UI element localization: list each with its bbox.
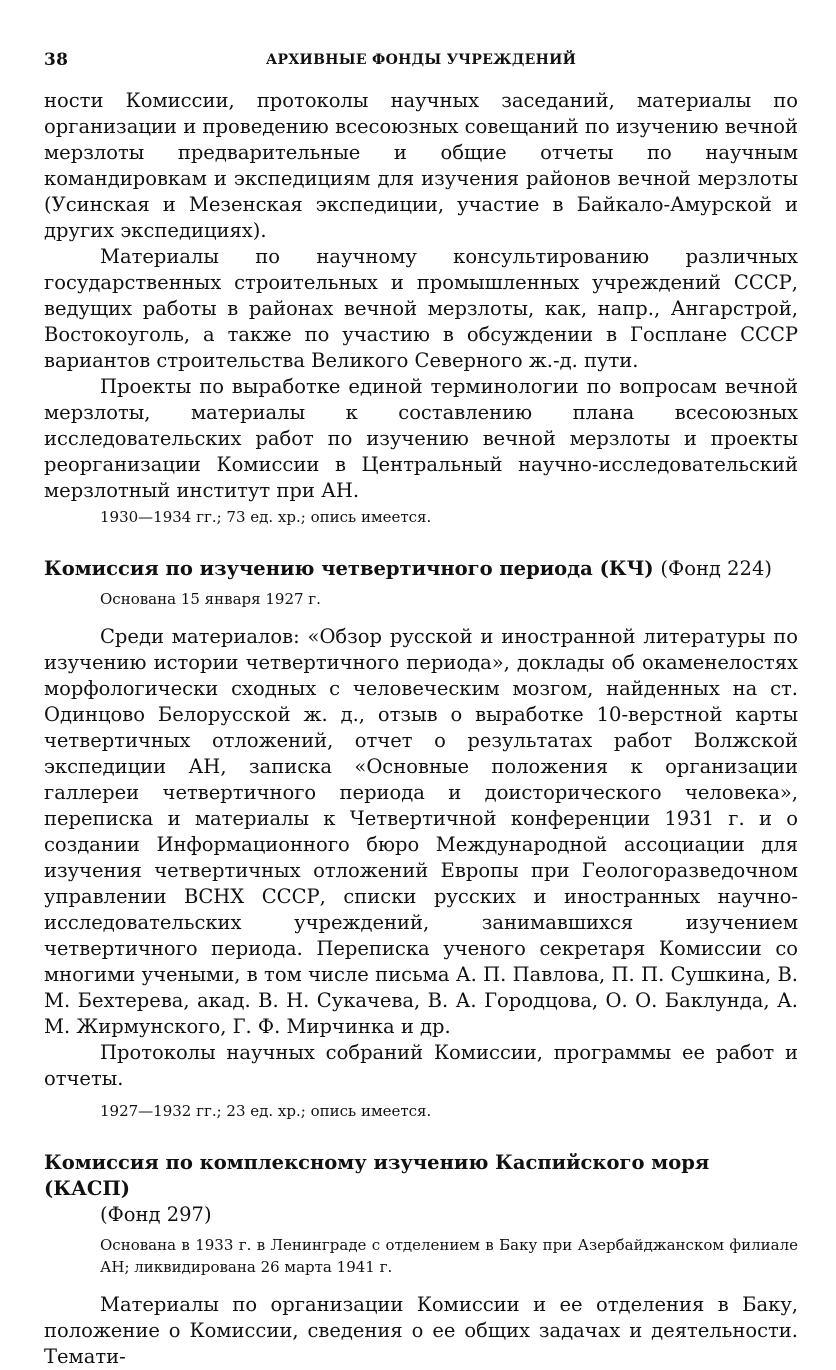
page-number: 38	[44, 50, 69, 70]
section-kch-paragraph-2: Протоколы научных собраний Комиссии, программы ее работ и отчеты.	[44, 1041, 798, 1090]
section-kch-founded: Основана 15 января 1927 г.	[100, 590, 321, 608]
running-title: АРХИВНЫЕ ФОНДЫ УЧРЕЖДЕНИЙ	[265, 52, 577, 68]
section-kch-fond: (Фонд 224)	[660, 557, 772, 580]
intro-paragraph-3: Проекты по выработке единой терминологии по вопросам вечной мерзлоты, материалы к составлению плана всесоюзных исследовательских работ по изучению вечной мерзлоты и проекты реорганизации Комиссии в Центральный научно-исследовательский мерзлотный институт при АН.	[44, 375, 798, 502]
intro-paragraph-2: Материалы по научному консультированию различных государственных строительных и промышленных учреждений СССР, ведущих работы в районах вечной мерзлоты, как, напр., Ангарстрой, Востокоуголь, а также по участию в обсуждении в Госплане СССР вариантов строительства Великого Северного ж.-д. пути.	[44, 245, 798, 372]
section-kasp-founded: Основана в 1933 г. в Ленинграде с отделением в Баку при Азербайджанском филиале АН; ликвидирована 26 марта 1941 г.	[100, 1236, 798, 1276]
section-kch-paragraph-1: Среди материалов: «Обзор русской и иностранной литературы по изучению истории четвертичного периода», доклады об окаменелостях морфологически сходных с человеческим мозгом, найденных на ст. Одинцово Белорусской ж. д., отзыв о выработке 10-верстной карты четвертичных отложений, отчет о результатах работ Волжской экспедиции АН, записка «Основные положения к организации галлереи четвертичного периода и доисторического человека», переписка и материалы к Четвертичной конференции 1931 г. и о создании Информационного бюро Международной ассоциации для изучения четвертичных отложений Европы при Геологоразведочном управлении ВСНХ СССР, списки русских и иностранных научно-исследовательских учреждений, занимавшихся изучением четвертичного периода. Переписка ученого секретаря Комиссии со многими учеными, в том числе письма А. П. Павлова, П. П. Сушкина, В. М. Бехтерева, акад. В. Н. Сукачева, В. А. Городцова, О. О. Баклунда, А. М. Жирмунского, Г. Ф. Мирчинка и др.	[44, 625, 798, 1038]
section-kch-archive-meta: 1927—1932 гг.; 23 ед. хр.; опись имеется.	[100, 1102, 432, 1120]
section-kch-name: Комиссия по изучению четвертичного периода (КЧ)	[44, 557, 654, 580]
book-page	[44, 40, 798, 1370]
running-head	[44, 40, 798, 74]
section-title-kasp: Комиссия по комплексному изучению Каспийского моря (КАСП)	[44, 1151, 710, 1200]
section-kasp-fond: (Фонд 297)	[100, 1203, 212, 1226]
intro-archive-meta: 1930—1934 гг.; 73 ед. хр.; опись имеется.	[100, 508, 432, 526]
section-kasp-paragraph-1: Материалы по организации Комиссии и ее отделения в Баку, положение о Комиссии, сведения о ее общих задачах и деятельности. Темати-	[44, 1293, 798, 1368]
intro-paragraph-1: ности Комиссии, протоколы научных заседаний, материалы по организации и проведению всесоюзных совещаний по изучению вечной мерзлоты предварительные и общие отчеты по научным командировкам и экспедициям для изучения районов вечной мерзлоты (Усинская и Мезенская экспедиции, участие в Байкало-Амурской и других экспедициях).	[44, 89, 798, 242]
section-title-kch	[44, 556, 798, 582]
